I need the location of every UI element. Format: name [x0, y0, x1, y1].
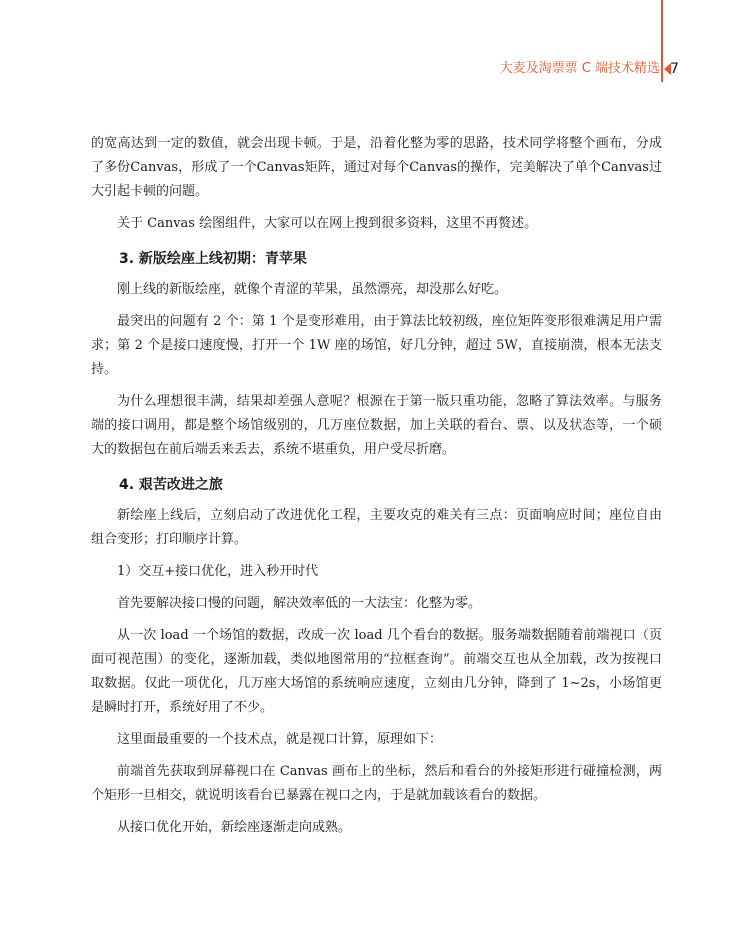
running-title: 大麦及淘票票 C 端技术精选 — [499, 61, 660, 76]
paragraph: 这里面最重要的一个技术点，就是视口计算，原理如下： — [117, 732, 443, 747]
section-heading-4: 4. 艰苦改进之旅 — [119, 477, 223, 493]
subheading: 1）交互+接口优化，进入秒开时代 — [117, 564, 319, 579]
paragraph: 刚上线的新版绘座，就像个青涩的苹果，虽然漂亮，却没那么好吃。 — [117, 282, 508, 297]
paragraph: 前端首先获取到屏幕视口在 Canvas 画布上的坐标，然后和看台的外接矩形进行碰撞检测，两个矩形一旦相交，就说明该看台已暴露在视口之内，于是就加载该看台的数据。 — [91, 764, 662, 803]
running-header — [500, 60, 671, 78]
paragraph: 新绘座上线后，立刻启动了改进优化工程，主要攻克的难关有三点：页面响应时间；座位自由组合变形；打印顺序计算。 — [91, 508, 662, 547]
paragraph: 关于 Canvas 绘图组件，大家可以在网上搜到很多资料，这里不再赘述。 — [117, 216, 538, 231]
page-number: 7 — [670, 61, 679, 77]
paragraph: 从一次 load 一个场馆的数据，改成一次 load 几个看台的数据。服务端数据随着前端视口（页面可视范围）的变化，逐渐加载，类似地图常用的“拉框查询”。前端交互也从全加载，改为按视口取数据。仅此一项优化，几万座大场馆的系统响应速度，立刻由几分钟，降到了 1~2s，小场馆更是瞬时打开，系统好用了不少。 — [91, 628, 662, 715]
section-heading-3: 3. 新版绘座上线初期：青苹果 — [119, 251, 307, 267]
article-body — [91, 132, 662, 840]
paragraph: 从接口优化开始，新绘座逐渐走向成熟。 — [117, 820, 352, 835]
paragraph: 最突出的问题有 2 个：第 1 个是变形难用，由于算法比较初级，座位矩阵变形很难满足用户需求；第 2 个是接口速度慢，打开一个 1W 座的场馆，好几分钟，超过 5W，直接崩溃，根本无法支持。 — [91, 314, 662, 377]
paragraph: 的宽高达到一定的数值，就会出现卡顿。于是，沿着化整为零的思路，技术同学将整个画布，分成了多份Canvas，形成了一个Canvas矩阵，通过对每个Canvas的操作，完美解决了单个Canvas过大引起卡顿的问题。 — [91, 136, 662, 199]
paragraph: 首先要解决接口慢的问题，解决效率低的一大法宝：化整为零。 — [117, 596, 482, 611]
paragraph: 为什么理想很丰满，结果却差强人意呢？根源在于第一版只重功能，忽略了算法效率。与服务端的接口调用，都是整个场馆级别的，几万座位数据，加上关联的看台、票、以及状态等，一个硕大的数据包在前后端丢来丢去，系统不堪重负，用户受尽折磨。 — [91, 394, 662, 457]
